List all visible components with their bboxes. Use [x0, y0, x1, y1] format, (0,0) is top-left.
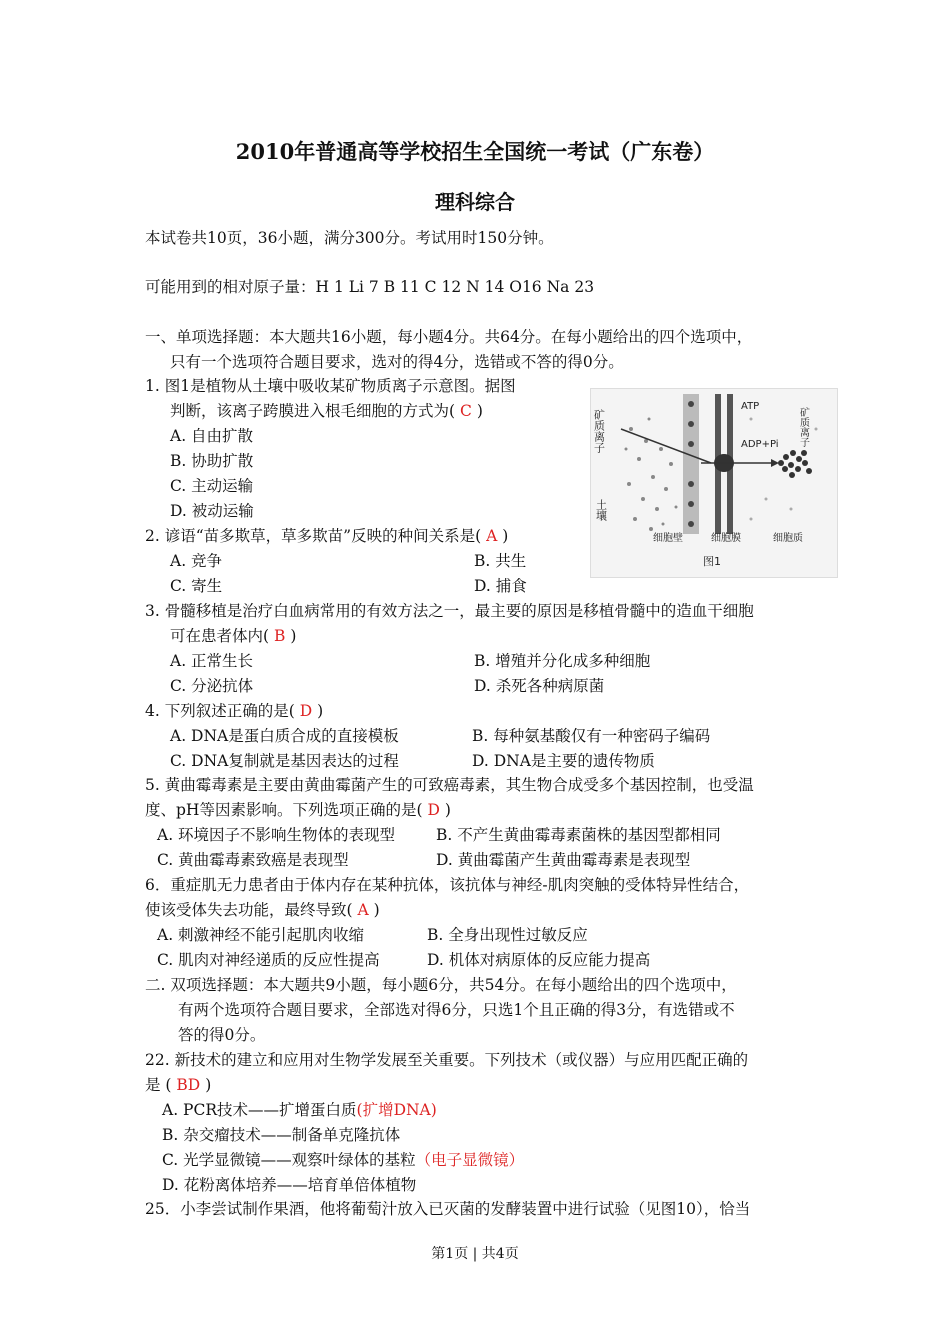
exam-subtitle: 理科综合: [435, 190, 515, 214]
q3-answer: B: [274, 627, 286, 645]
q3-stem-line1: 3. 骨髓移植是治疗白血病常用的有效方法之一，最主要的原因是移植骨髓中的造血干细胞: [145, 602, 754, 620]
section2-line3: 答的得0分。: [178, 1026, 266, 1044]
page-footer: 第1页 | 共4页: [431, 1246, 519, 1262]
figure-1-membrane-diagram: [590, 388, 838, 578]
q6-stem-line2: 使该受体失去功能，最终导致( A ): [145, 901, 380, 919]
figure-cytoplasm-label: 细胞质: [773, 533, 803, 544]
q2-stem: 2. 谚语“苗多欺草，草多欺苗”反映的种间关系是( A ): [145, 527, 509, 545]
figure-membrane-label: 细胞膜: [711, 533, 741, 544]
q1-stem-line1: 1. 图1是植物从土壤中吸收某矿物质离子示意图。据图: [145, 377, 516, 395]
q6-stem-line1: 6．重症肌无力患者由于体内存在某种抗体，该抗体与神经-肌肉突触的受体特异性结合，: [145, 876, 750, 894]
q5-option-a: A. 环境因子不影响生物体的表现型: [157, 826, 396, 844]
q5-stem-line2: 度、pH等因素影响。下列选项正确的是( D ): [145, 801, 451, 819]
q22-option-b: B. 杂交瘤技术——制备单克隆抗体: [162, 1126, 401, 1144]
q4-option-c: C. DNA复制就是基因表达的过程: [170, 752, 399, 770]
q22-stem-line2: 是 ( BD ): [145, 1076, 212, 1094]
q4-option-a: A. DNA是蛋白质合成的直接模板: [170, 727, 399, 745]
section1-line2: 只有一个选项符合题目要求，选对的得4分，选错或不答的得0分。: [170, 353, 624, 371]
q1-option-c: C. 主动运输: [170, 477, 254, 495]
q6-option-b: B. 全身出现性过敏反应: [427, 926, 588, 944]
q22-answer: BD: [176, 1076, 201, 1094]
q5-answer: D: [427, 801, 440, 819]
q3-option-c: C. 分泌抗体: [170, 677, 254, 695]
q1-option-a: A. 自由扩散: [170, 427, 254, 445]
figure-soil-label: 土壤: [594, 499, 608, 521]
q1-answer: C: [460, 402, 472, 420]
figure-right-ion-label: 矿质离子: [797, 407, 809, 447]
q22-stem-line1: 22. 新技术的建立和应用对生物学发展至关重要。下列技术（或仪器）与应用匹配正确的: [145, 1051, 749, 1069]
exam-title: 2010年普通高等学校招生全国统一考试（广东卷）: [235, 139, 715, 164]
q22-option-a: A. PCR技术——扩增蛋白质(扩增DNA): [162, 1101, 437, 1119]
q6-option-c: C. 肌肉对神经递质的反应性提高: [157, 951, 380, 969]
section1-line1: 一、单项选择题：本大题共16小题，每小题4分。共64分。在每小题给出的四个选项中，: [145, 328, 753, 346]
q4-answer: D: [299, 702, 313, 720]
section2-line1: 二. 双项选择题：本大题共9小题，每小题6分，共54分。在每小题给出的四个选项中，: [145, 976, 737, 994]
q1-option-b: B. 协助扩散: [170, 452, 254, 470]
q25-stem-line1: 25．小李尝试制作果酒，他将葡萄汁放入已灭菌的发酵装置中进行试验（见图10），恰当: [145, 1200, 751, 1218]
q22-option-d: D. 花粉离体培养——培育单倍体植物: [162, 1176, 417, 1194]
q2-option-d: D. 捕食: [474, 577, 527, 595]
q5-option-b: B. 不产生黄曲霉毒素菌株的基因型都相同: [436, 826, 721, 844]
q3-option-b: B. 增殖并分化成多种细胞: [474, 652, 651, 670]
q1-option-d: D. 被动运输: [170, 502, 254, 520]
q4-option-b: B. 每种氨基酸仅有一种密码子编码: [472, 727, 711, 745]
q5-option-d: D. 黄曲霉菌产生黄曲霉毒素是表现型: [436, 851, 691, 869]
figure-caption: 图1: [703, 555, 721, 568]
q3-stem-line2: 可在患者体内( B ): [170, 627, 297, 645]
figure-atp-label: ATP: [741, 401, 760, 412]
q22-option-c-note: （电子显微镜）: [415, 1151, 525, 1169]
q3-option-d: D. 杀死各种病原菌: [474, 677, 605, 695]
q4-stem: 4. 下列叙述正确的是( D ): [145, 702, 324, 720]
q5-option-c: C. 黄曲霉毒素致癌是表现型: [157, 851, 349, 869]
q6-option-d: D. 机体对病原体的反应能力提高: [427, 951, 651, 969]
figure-left-ion-label: 矿质离子: [592, 409, 606, 453]
intro-line: 本试卷共10页，36小题，满分300分。考试用时150分钟。: [145, 229, 554, 247]
q2-option-c: C. 寄生: [170, 577, 223, 595]
figure-adp-label: ADP+Pi: [741, 439, 779, 450]
q6-option-a: A. 刺激神经不能引起肌肉收缩: [157, 926, 365, 944]
q22-option-c: C. 光学显微镜——观察叶绿体的基粒（电子显微镜）: [162, 1151, 525, 1169]
figure-1-svg: [591, 389, 837, 577]
q4-option-d: D. DNA是主要的遗传物质: [472, 752, 655, 770]
atomic-masses: 可能用到的相对原子量：H 1 Li 7 B 11 C 12 N 14 O16 Na 23: [145, 278, 595, 296]
q1-stem-line2: 判断，该离子跨膜进入根毛细胞的方式为( C ): [170, 402, 483, 420]
q5-stem-line1: 5. 黄曲霉毒素是主要由黄曲霉菌产生的可致癌毒素，其生物合成受多个基因控制，也受温: [145, 776, 754, 794]
q2-answer: A: [486, 527, 498, 545]
q2-option-b: B. 共生: [474, 552, 527, 570]
q3-option-a: A. 正常生长: [170, 652, 254, 670]
section2-line2: 有两个选项符合题目要求，全部选对得6分，只选1个且正确的得3分，有选错或不: [178, 1001, 735, 1019]
q6-answer: A: [357, 901, 369, 919]
q22-option-a-note: (扩增DNA): [356, 1101, 437, 1119]
figure-wall-label: 细胞壁: [653, 533, 683, 544]
q2-option-a: A. 竞争: [170, 552, 223, 570]
